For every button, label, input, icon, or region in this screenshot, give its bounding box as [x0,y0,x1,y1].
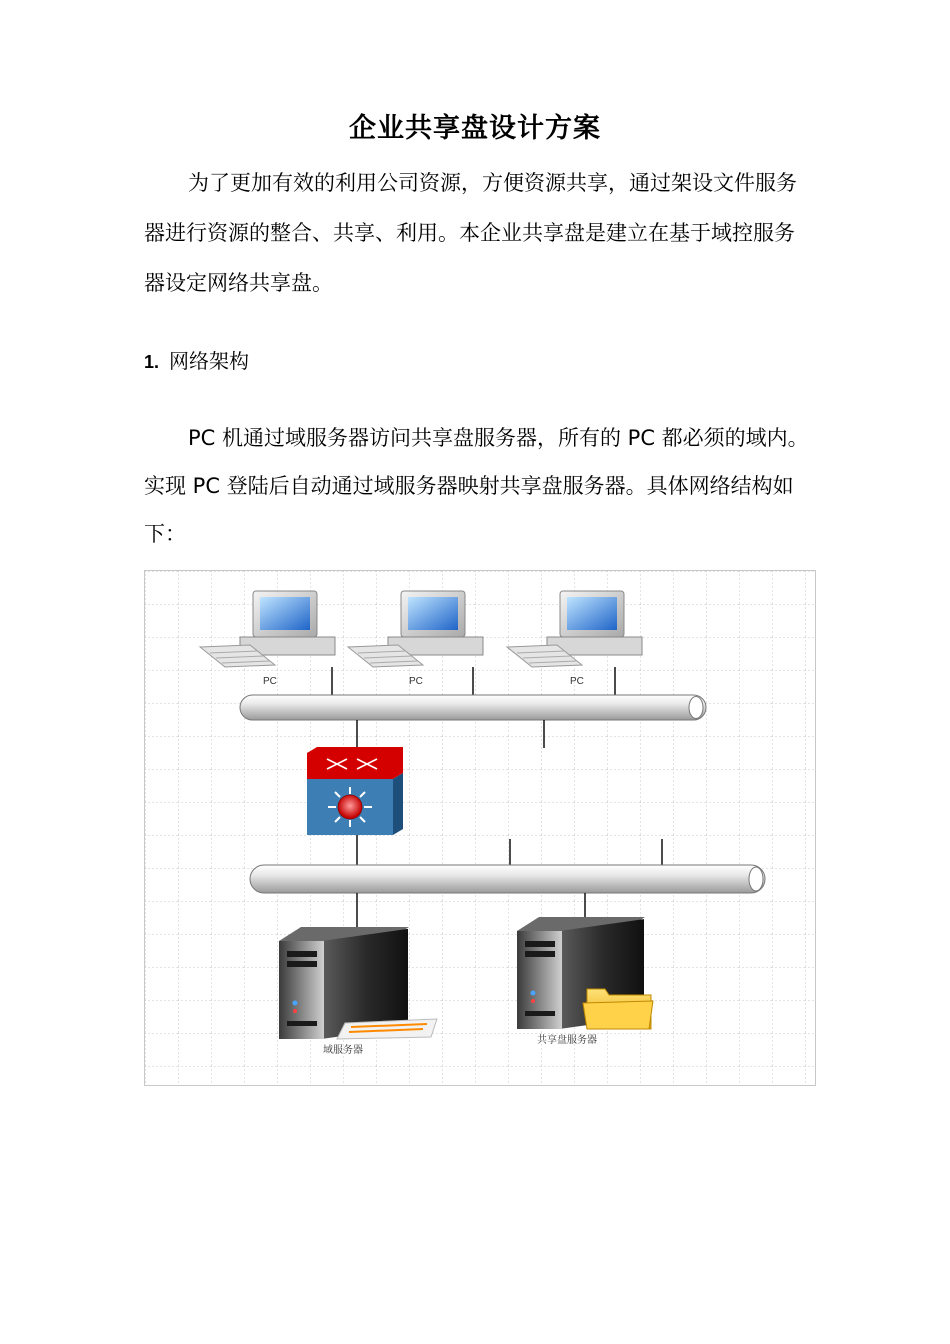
share-server-icon [517,917,653,1029]
network-diagram [144,570,816,1086]
pc-label: PC [409,676,423,687]
pc-label: PC [570,676,584,687]
network-bus-bottom [250,865,765,893]
switch-icon [307,747,403,835]
domain-server-label: 域服务器 [323,1045,363,1056]
section-heading-text: 网络架构 [169,349,250,373]
document-title: 企业共享盘设计方案 [349,113,601,144]
section-heading [144,345,249,374]
intro-text: 为了更加有效的利用公司资源，方便资源共享，通过架设文件服务器进行资源的整合、共享、利用。本企业共享盘是建立在基于域控服务器设定网络共享盘。 [144,171,797,295]
network-bus-top [240,695,706,720]
pc-label: PC [263,676,277,687]
section-number: 1. [144,352,160,372]
section-body-paragraph [144,414,810,558]
intro-paragraph [144,158,810,308]
section-body-text: PC 机通过域服务器访问共享盘服务器，所有的 PC 都必须的域内。实现 PC 登陆后自动通过域服务器映射共享盘服务器。具体网络结构如下： [144,426,809,546]
share-server-label: 共享盘服务器 [537,1035,597,1046]
